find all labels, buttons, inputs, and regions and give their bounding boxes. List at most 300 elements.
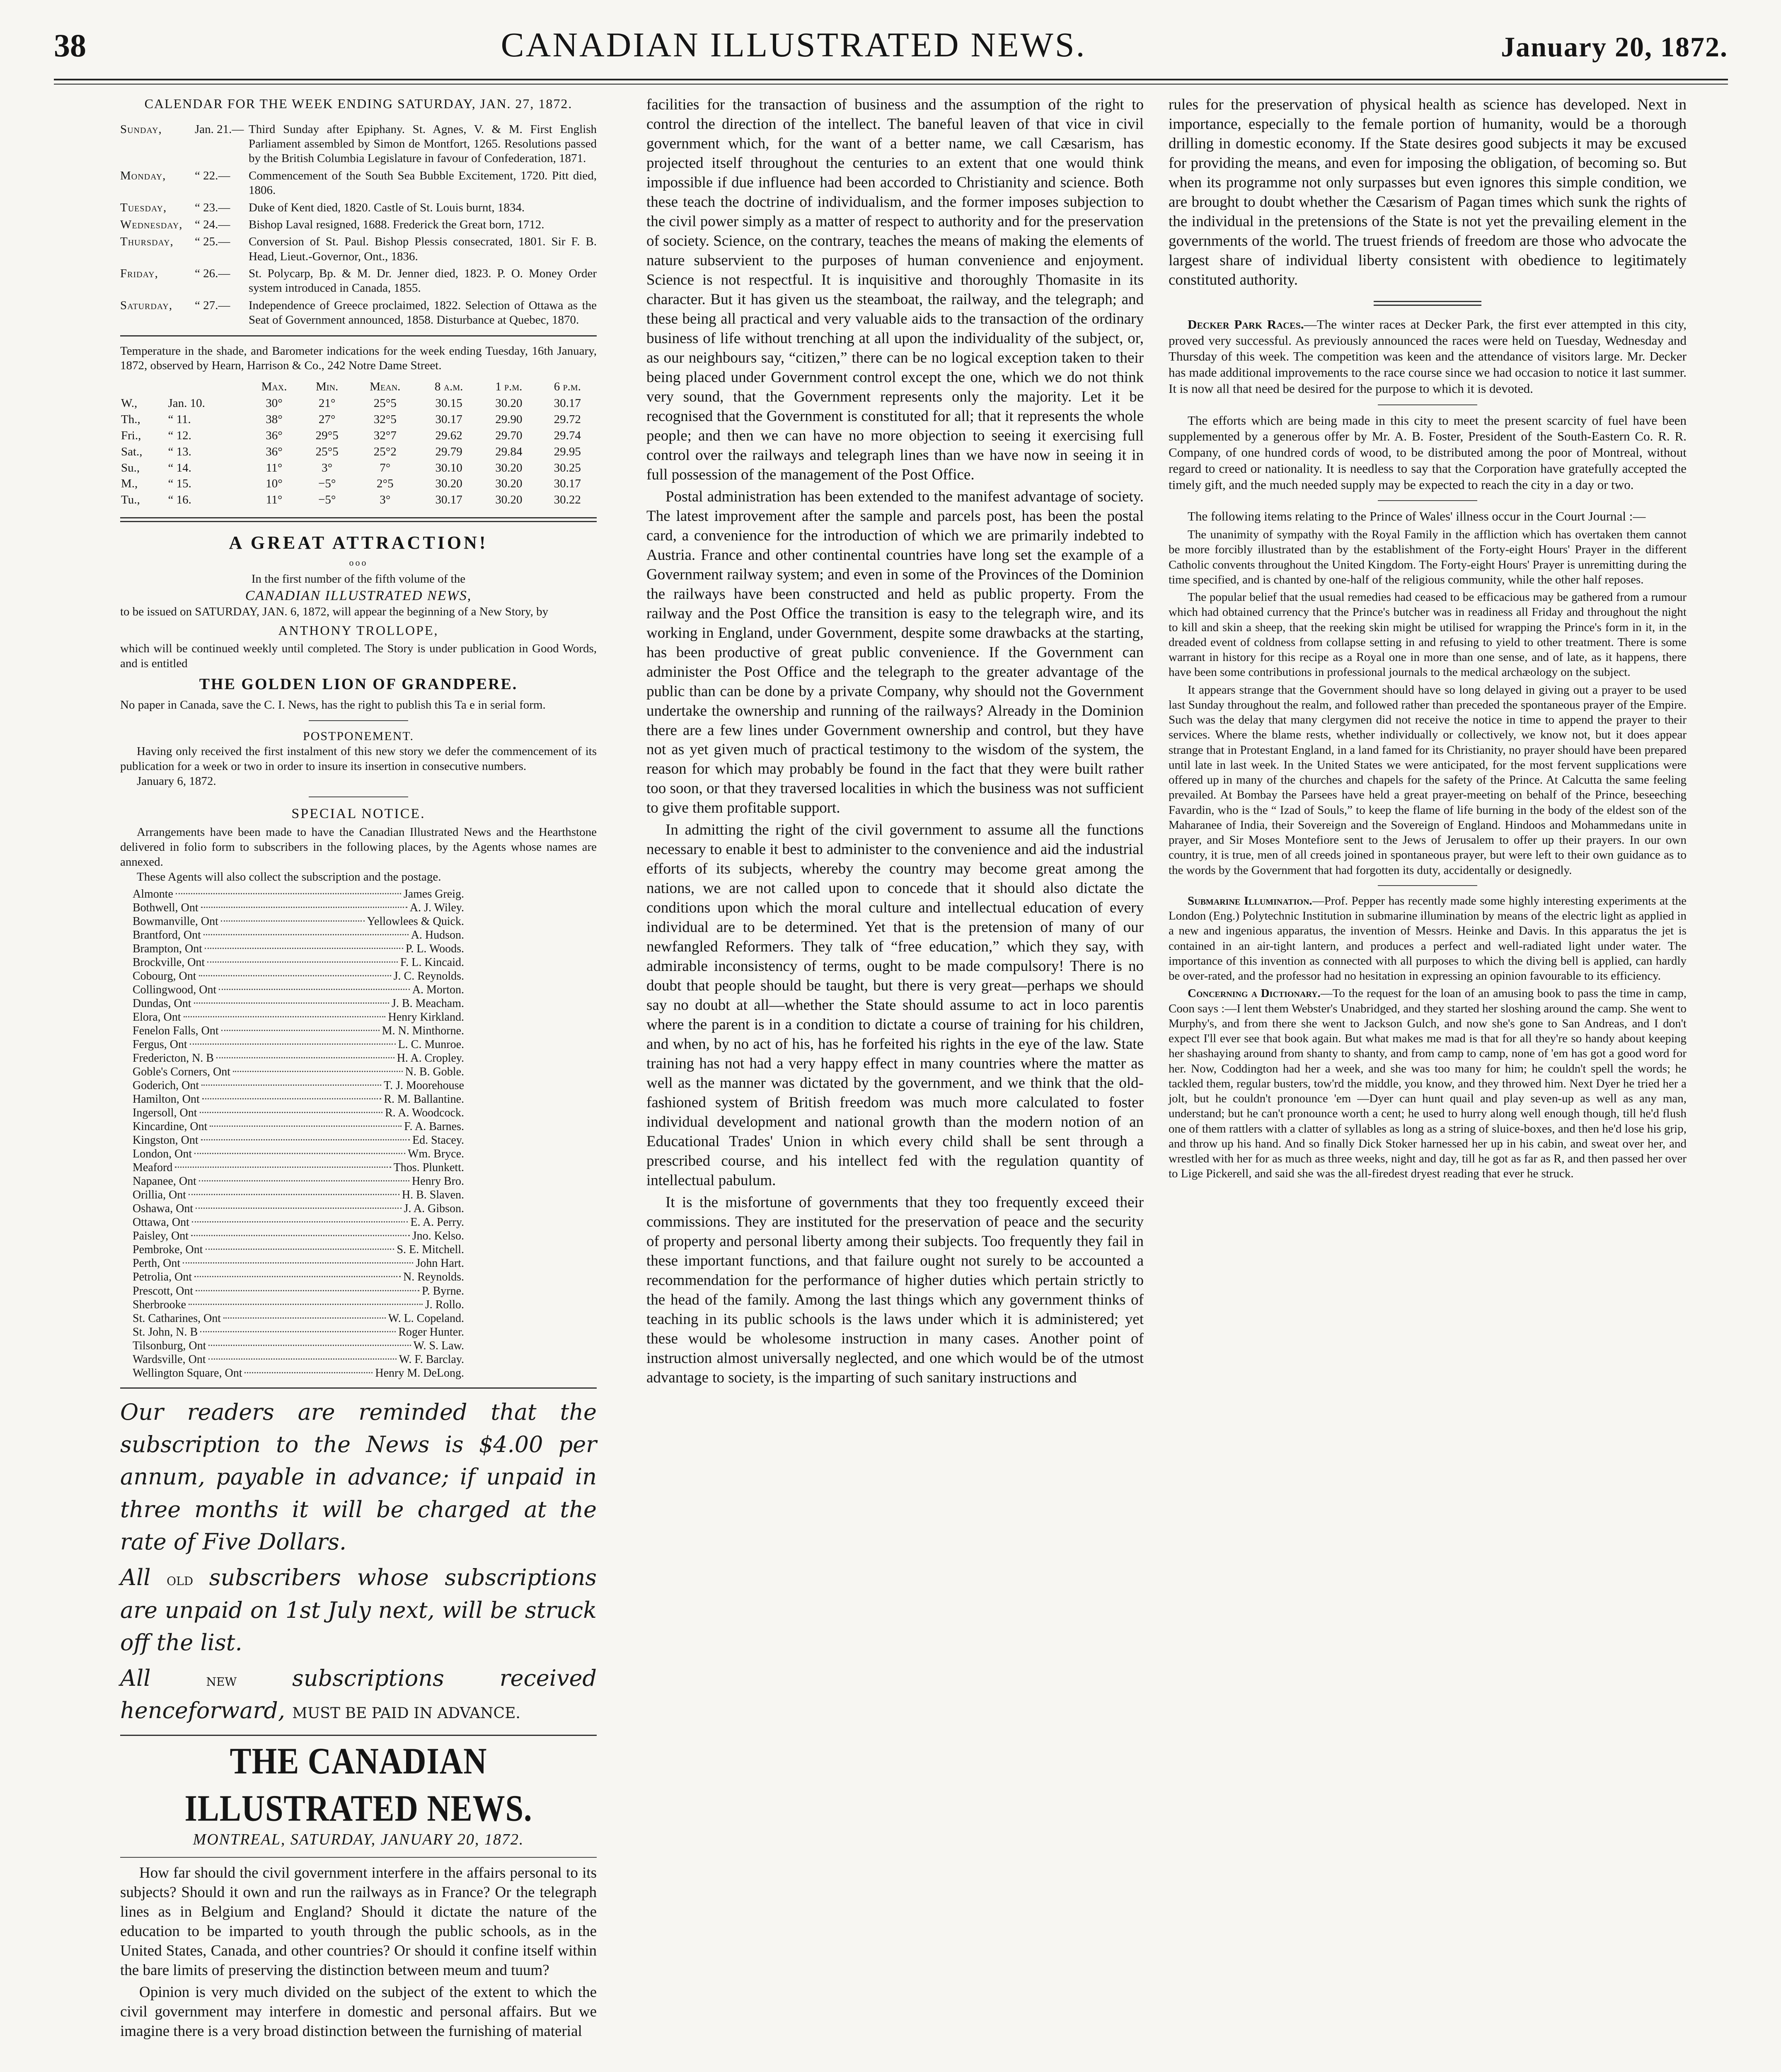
- agent-name: N. Reynolds.: [403, 1271, 464, 1284]
- agent-row: [133, 928, 464, 942]
- leader-dots: [196, 1290, 419, 1291]
- agent-name: Henry Kirkland.: [388, 1010, 464, 1024]
- editorial-paragraph: It is the misfortune of governments that they too frequently exceed their commissions. They are instituted for the preservation of peace and the security of property and personal liberty among their subjects. Too frequently they fail in these important functions, and that failure ought not surely to be accounted a recommendation for the performance of higher duties which pertain strictly to the head of the family. Among the last things which any government thinks of teaching in its public schools is the laws under which it is administered; yet these would be wholesome instruction in many cases. Another point of instruction almost universally neglected, and one which would be of the utmost advantage to society, is the imparting of such sanitary instructions and: [646, 1194, 1144, 1386]
- calendar-day: Monday,: [120, 169, 166, 182]
- prince-paragraph: It appears strange that the Government should have so long delayed in giving out a prayer to be used last Sunday throughout the realm, and followed rather than preceded the spontaneous prayer of the Empire. Such was the delay that many clergymen did not receive the notice in time to append the prayer to their services. Where the blame rests, whether individually or collectively, we know not, but it does appear strange that in Protestant England, in a land famed for its Christianity, no prayer should have been prepared until late in last week. In the United States we were anticipated, for the most fervent supplications were offered up in many of the churches and chapels for the safety of the Prince. At Calcutta the same feeling prevailed. At Bombay the Parsees have held a great prayer-meeting on behalf of the Prince, beseeching Favardin, who is the “ Izad of Souls,” to keep the flame of life burning in the body of the eldest son of the Maharanee of India, their Sovereign and the Sovereign of England. Hindoos and Mohammedans unite in prayer, and Sir Moses Montefiore sent to the Jews of Jerusalem to offer up their prayers. In our own country, it is true, men of all creeds joined in spontaneous prayer, but were left to their own guidance as to the words by the Government that had forgotten its duty, accidentally or designedly.: [1169, 683, 1687, 877]
- leader-dots: [194, 1276, 401, 1277]
- leader-dots: [200, 1331, 396, 1332]
- script-end: MUST BE PAID IN ADVANCE.: [292, 1705, 520, 1722]
- agent-town: Cobourg, Ont: [133, 969, 196, 983]
- masthead-rule-thin: [54, 84, 1728, 85]
- leader-dots: [196, 1208, 401, 1209]
- leader-dots: [190, 1043, 396, 1045]
- agent-name: T. J. Moorehouse: [384, 1079, 464, 1092]
- agent-town: Sherbrooke: [133, 1298, 186, 1311]
- leader-dots: [189, 1194, 399, 1195]
- agent-row: [133, 1133, 464, 1147]
- agent-town: Elora, Ont: [133, 1010, 181, 1024]
- calendar-entry: [120, 122, 597, 166]
- postponement-head: POSTPONEMENT.: [303, 729, 414, 743]
- agent-name: R. M. Ballantine.: [384, 1093, 464, 1106]
- masthead-rule: [54, 79, 1728, 80]
- weather-cell: 29.79: [435, 445, 462, 458]
- weather-col-head: [167, 378, 246, 395]
- script-text: subscriptions received henceforward,: [120, 1665, 597, 1724]
- agent-town: Hamilton, Ont: [133, 1093, 200, 1106]
- agent-town: Napanee, Ont: [133, 1175, 196, 1188]
- calendar-date: “ 24.—: [195, 218, 230, 231]
- agent-name: Jno. Kelso.: [412, 1230, 464, 1243]
- attraction-line4: No paper in Canada, save the C. I. News, has the right to publish this Ta e in serial form.: [120, 698, 546, 712]
- weather-cell: 25°5: [373, 397, 397, 410]
- agent-row: [133, 1106, 464, 1120]
- calendar-entry: [120, 218, 597, 232]
- prince-paragraph: The unanimity of sympathy with the Royal Family in the affliction which has overtaken them cannot be more forcibly illustrated than by the establishment of the Forty-eight Hours' Prayer in the different Catholic convents throughout the United Kingdom. The Forty-eight Hours' Prayer is unremitting during the time specified, and is chanted by one-half of the religious community, while the other half reposes.: [1169, 528, 1687, 586]
- agent-name: J. Rollo.: [425, 1298, 464, 1311]
- agent-name: E. A. Perry.: [410, 1216, 464, 1229]
- leader-dots: [199, 1180, 409, 1181]
- agent-name: Wm. Bryce.: [407, 1147, 464, 1161]
- leader-dots: [201, 1084, 381, 1086]
- masthead: [54, 25, 1728, 75]
- editorial-dateline: MONTREAL, SATURDAY, JANUARY 20, 1872.: [193, 1830, 524, 1848]
- calendar-text: Independence of Greece proclaimed, 1822. Selection of Ottawa as the Seat of Government announced, 1858. Disturbance at Quebec, 1870.: [249, 298, 597, 327]
- agent-name: R. A. Woodcock.: [385, 1106, 464, 1120]
- agent-name: F. A. Barnes.: [404, 1120, 464, 1133]
- weather-intro: Temperature in the shade, and Barometer indications for the week ending Tuesday, 16th January, 1872, observed by Hearn, Harrison & Co., 242 Notre Dame Street.: [120, 344, 597, 373]
- postponement-text: Having only received the first instalment of this new story we defer the commencement of its publication for a week or two in order to insure its insertion in consecutive numbers.: [120, 744, 597, 773]
- column-1: [120, 95, 597, 2044]
- agent-row: [133, 1079, 464, 1092]
- story-title: THE GOLDEN LION OF GRANDPERE.: [199, 675, 518, 693]
- calendar-text: Commencement of the South Sea Bubble Excitement, 1720. Pitt died, 1806.: [249, 169, 597, 197]
- agent-town: Kingston, Ont: [133, 1134, 198, 1147]
- editorial-title: THE CANADIAN ILLUSTRATED NEWS.: [184, 1740, 532, 1829]
- weather-cell: 11°: [266, 461, 283, 474]
- editorial-paragraph: facilities for the transaction of business and the assumption of the right to control the direction of the intellect. The baneful leaven of that vice in civil government which, for the want of a better name, we call Cæsarism, has projected itself throughout the centuries to an extent that one would think impossible if due influence had been accorded to Christianity and science. Both these teach the doctrine of individualism, and the former imposes subjection to the civil power simply as a matter of respect to authority and for the preservation of society. Science, on the contrary, teaches the means of making the elements of nature subservient to the purposes of human convenience and enjoyment. Science is not respectful. It is inquisitive and thoroughly Thomasite in its character. But it has given us the steamboat, the railway, and the telegraph; and these being all practical and very valuable aids to the transaction of the ordinary business of life without trenching at all upon the individuality of the subject, or, as our neighbours say, “citizen,” there can be no logical exception taken to their being placed under Government control except the one, which we do not think very sound, that the Government represents only the majority. Let it be recognised that the Government is constituted for all; that it represents the whole people; and then we can have no more objection to seeing it exercising full control over the railways and telegraph lines than we have now in seeing it in full possession of the management of the Post Office.: [646, 96, 1144, 483]
- calendar-date: “ 23.—: [195, 201, 230, 214]
- calendar-date: “ 26.—: [195, 267, 230, 280]
- agent-town: Collingwood, Ont: [133, 983, 217, 996]
- weather-col-head: 6 p.m.: [554, 380, 581, 394]
- attraction-author: ANTHONY TROLLOPE,: [278, 622, 439, 638]
- weather-body: [120, 395, 597, 508]
- weather-cell: 29.62: [435, 428, 462, 442]
- calendar-text: Conversion of St. Paul. Bishop Plessis consecrated, 1801. Sir F. B. Head, Lieut.-Governor, Ont., 1836.: [249, 235, 597, 263]
- agent-row: [133, 983, 464, 997]
- agent-name: A. Morton.: [412, 983, 464, 996]
- calendar-date: “ 25.—: [195, 235, 230, 249]
- dictionary-lead: Concerning a Dictionary.: [1188, 987, 1321, 1000]
- agent-name: P. L. Woods.: [405, 942, 464, 955]
- weather-col-head: Max.: [261, 380, 287, 394]
- calendar-date: “ 27.—: [195, 298, 230, 312]
- weather-cell: 21°: [318, 397, 336, 410]
- agent-name: H. A. Cropley.: [397, 1051, 464, 1065]
- calendar-day: Saturday,: [120, 298, 173, 312]
- leader-dots: [189, 1304, 423, 1305]
- agent-town: Fergus, Ont: [133, 1038, 187, 1051]
- agent-town: Pembroke, Ont: [133, 1243, 203, 1256]
- calendar-entry: [120, 169, 597, 198]
- weather-cell: “ 15.: [168, 477, 191, 491]
- weather-cell: Fri.,: [121, 428, 141, 442]
- weather-cell: 36°: [266, 428, 283, 442]
- agent-row: [133, 1229, 464, 1243]
- weather-cell: 36°: [266, 445, 283, 458]
- weather-cell: “ 16.: [168, 493, 191, 507]
- weather-col-head: 1 p.m.: [495, 380, 523, 394]
- weather-cell: 30.17: [554, 397, 581, 410]
- agent-town: Goble's Corners, Ont: [133, 1065, 231, 1078]
- calendar-date: “ 22.—: [195, 169, 230, 182]
- divider-short: [1378, 404, 1477, 405]
- agent-town: Bowmanville, Ont: [133, 915, 218, 928]
- prince-paragraph: The popular belief that the usual remedies had ceased to be efficacious may be gathered from a rumour which had obtained currency that the Prince's butcher was in readiness all Friday and throughout the night to kill and skin a sheep, that the reeking skin might be utilised for wrapping the Prince's form in it, in the dreaded event of coldness from collapse setting in and refusing to yield to other treatment. There is some warrant in history for this recipe as a Royal one in more than one sense, and of late, as it happens, there have been some contributions in professional journals to the medical archæology on the subject.: [1169, 591, 1687, 679]
- agent-row: [133, 942, 464, 956]
- leader-dots: [208, 1345, 411, 1346]
- agent-row: [133, 1325, 464, 1339]
- agent-town: Perth, Ont: [133, 1257, 181, 1270]
- divider-short: [309, 720, 408, 721]
- weather-row: [120, 411, 597, 428]
- agent-name: W. L. Copeland.: [388, 1312, 464, 1325]
- weather-cell: 38°: [266, 413, 283, 426]
- calendar-text: Duke of Kent died, 1820. Castle of St. Louis burnt, 1834.: [249, 201, 525, 214]
- decker-lead: Decker Park Races.: [1188, 317, 1304, 332]
- agent-name: A. Hudson.: [411, 928, 464, 942]
- agent-row: [133, 1120, 464, 1133]
- agent-town: Bothwell, Ont: [133, 901, 198, 914]
- agent-name: Henry M. DeLong.: [375, 1366, 464, 1380]
- subscription-new: [120, 1662, 597, 1727]
- agent-town: Brantford, Ont: [133, 928, 201, 942]
- weather-cell: 29.84: [495, 445, 523, 458]
- agent-town: Brampton, Ont: [133, 942, 202, 955]
- editorial-paragraph: Postal administration has been extended to the manifest advantage of society. The latest improvement after the sample and parcels post, has been the postal card, a convenience for the introduction of which we are primarily indebted to Austria. France and other continental countries have long set the example of a Government railway system; and even in some of the Provinces of the Dominion the railways have been constructed and held as public property. From the railway and the Post Office the transition is easy to the telegraph wire, and its working in England, under Government, despite some drawbacks at the starting, has been productive of great public convenience. If the Government can administer the Post Office and the telegraph to the greater advantage of the public than can be done by a private Company, why should not the Government undertake the ownership and running of the railways? Already in the Dominion there are a few lines under Government ownership and control, but they have not as yet given much of practical testimony to the wisdom of the system, the reason for which may probably be found in the fact that they were built rather too soon, or that they traversed localities in which the business was not sufficient to give them profitable support.: [646, 488, 1144, 817]
- ornament: ooo: [349, 557, 368, 568]
- agent-name: W. S. Law.: [413, 1339, 464, 1352]
- weather-cell: 29.72: [554, 413, 581, 426]
- agent-row: [133, 1366, 464, 1380]
- leader-dots: [219, 989, 410, 990]
- agent-town: Ottawa, Ont: [133, 1216, 189, 1229]
- agent-row: [133, 1256, 464, 1270]
- agent-town: Kincardine, Ont: [133, 1120, 208, 1133]
- script-caps: old: [167, 1570, 194, 1590]
- agent-name: L. C. Munroe.: [398, 1038, 464, 1051]
- agent-row: [133, 969, 464, 983]
- leader-dots: [183, 1262, 413, 1264]
- editorial-paragraph: rules for the preservation of physical health as science has developed. Next in importance, especially to the female portion of humanity, would be a thorough drilling in domestic economy. If the State desires good subjects it may be excused for providing the means, and even for imposing the obligation, of becoming so. But when its programme not only surpasses but even ignores this simple condition, we are brought to doubt whether the Cæsarism of Pagan times which sunk the rights of the individual in the pretensions of the State is not yet the prevailing element in the governments of the world. The truest friends of freedom are those who advocate the largest share of individual liberty consistent with obedience to legitimately constituted authority.: [1169, 96, 1687, 288]
- agent-town: Oshawa, Ont: [133, 1202, 194, 1215]
- agent-town: St. John, N. B: [133, 1325, 198, 1339]
- agent-town: Wardsville, Ont: [133, 1353, 206, 1366]
- agent-name: S. E. Mitchell.: [397, 1243, 464, 1256]
- agent-name: Ed. Stacey.: [412, 1134, 464, 1147]
- weather-cell: Su.,: [121, 461, 140, 474]
- weather-cell: “ 13.: [168, 445, 191, 458]
- calendar-title: CALENDAR FOR THE WEEK ENDING SATURDAY, JAN. 27, 1872.: [144, 96, 573, 111]
- agent-name: N. B. Goble.: [405, 1065, 464, 1078]
- agent-row: [133, 887, 464, 901]
- weather-cell: 30°: [266, 397, 283, 410]
- divider: [120, 1735, 597, 1736]
- script-caps: new: [206, 1671, 237, 1690]
- weather-cell: M.,: [121, 477, 138, 491]
- weather-header-row: [120, 378, 597, 395]
- weather-col-head: 8 a.m.: [434, 380, 463, 394]
- agent-row: [133, 915, 464, 928]
- weather-cell: “ 14.: [168, 461, 191, 474]
- weather-row: [120, 460, 597, 476]
- weather-cell: Tu.,: [121, 493, 140, 507]
- calendar-entry: [120, 235, 597, 264]
- calendar-entry: [120, 298, 597, 328]
- weather-cell: Th.,: [121, 413, 140, 426]
- weather-col-head: [120, 378, 167, 395]
- agent-row: [133, 1024, 464, 1038]
- agent-name: Thos. Plunkett.: [393, 1161, 464, 1174]
- weather-cell: −5°: [318, 493, 336, 507]
- agent-name: James Greig.: [403, 887, 464, 900]
- agent-town: Brockville, Ont: [133, 956, 205, 969]
- special-notice-text: Arrangements have been made to have the Canadian Illustrated News and the Hearthstone delivered in folio form to subscribers in the following places, by the Agents whose names are annexed.: [120, 825, 597, 869]
- agent-row: [133, 1010, 464, 1024]
- agent-town: Fredericton, N. B: [133, 1051, 214, 1065]
- calendar-day: Tuesday,: [120, 201, 167, 214]
- agent-town: St. Catharines, Ont: [133, 1312, 221, 1325]
- weather-cell: 25°5: [315, 445, 339, 458]
- agent-town: Petrolia, Ont: [133, 1271, 192, 1284]
- weather-cell: Jan. 10.: [168, 397, 205, 410]
- weather-row: [120, 428, 597, 444]
- weather-cell: 30.10: [435, 461, 462, 474]
- agent-row: [133, 997, 464, 1010]
- leader-dots: [200, 1112, 383, 1113]
- weather-table: [120, 378, 597, 508]
- submarine-paragraph: [1169, 893, 1687, 984]
- leader-dots: [206, 1249, 394, 1250]
- agent-name: John Hart.: [416, 1257, 464, 1270]
- leader-dots: [201, 907, 407, 908]
- leader-dots: [202, 1098, 382, 1099]
- special-notice-head: SPECIAL NOTICE.: [291, 806, 426, 821]
- agent-row: [133, 1312, 464, 1325]
- leader-dots: [203, 934, 409, 935]
- leader-dots: [191, 1235, 410, 1236]
- attraction-headline: A GREAT ATTRACTION!: [229, 533, 488, 553]
- leader-dots: [194, 1002, 389, 1004]
- agent-name: P. Byrne.: [422, 1284, 464, 1297]
- script-word: All: [120, 1665, 151, 1692]
- agent-row: [133, 1243, 464, 1256]
- divider: [120, 1857, 597, 1858]
- weather-cell: 29.90: [495, 413, 523, 426]
- agent-town: Ingersoll, Ont: [133, 1106, 197, 1120]
- calendar-text: Bishop Laval resigned, 1688. Frederick the Great born, 1712.: [249, 218, 544, 231]
- weather-cell: 30.20: [495, 397, 523, 410]
- weather-cell: 29.70: [495, 428, 523, 442]
- weather-col-head: Min.: [316, 380, 339, 394]
- leader-dots: [208, 1358, 397, 1360]
- agent-row: [133, 1298, 464, 1312]
- agent-town: Prescott, Ont: [133, 1284, 194, 1297]
- weather-cell: 30.20: [495, 493, 523, 507]
- calendar-date: Jan. 21.—: [195, 122, 244, 136]
- weather-cell: 3°: [380, 493, 391, 507]
- weather-row: [120, 444, 597, 460]
- leader-dots: [205, 948, 403, 949]
- subscription-reminder: Our readers are reminded that the subscription to the News is $4.00 per annum, payable in advance; if unpaid in three months it will be charged at the rate of Five Dollars.: [120, 1399, 597, 1555]
- submarine-text: —Prof. Pepper has recently made some highly interesting experiments at the London (Eng.) Polytechnic Institution in submarine illumination by means of the electric light as applied in a new and ingenious apparatus, the invention of Messrs. Heinke and Davis. In this apparatus the jet is contained in an air-tight lantern, and produces a perfect and well-radiated light under water. The importance of this invention as connected with all purposes to which the diving bell is applied, can hardly be over-rated, and the professor had no hesitation in expressing an opinion favourable to its efficiency.: [1169, 894, 1687, 983]
- calendar-day: Thursday,: [120, 235, 174, 249]
- special-notice-text2: These Agents will also collect the subscription and the postage.: [137, 870, 441, 884]
- agent-name: J. A. Gibson.: [404, 1202, 464, 1215]
- weather-cell: 30.17: [554, 477, 581, 491]
- editorial-paragraph: How far should the civil government interfere in the affairs personal to its subjects? Should it own and run the railways as in France? Or the telegraph lines as in Belgium and England? Should it dictate the nature of the education to be imparted to youth through the public schools, as in the United States, Canada, and other countries? Or should it confine itself within the bare limits of preserving the distinction between meum and tuum?: [120, 1864, 597, 1979]
- leader-dots: [201, 1139, 410, 1140]
- agent-name: A. J. Wiley.: [409, 901, 464, 914]
- calendar-day: Wednesday,: [120, 218, 183, 231]
- weather-cell: 29.95: [554, 445, 581, 458]
- calendar-text: Third Sunday after Epiphany. St. Agnes, V. & M. First English Parliament assembled by Simon de Montfort, 1265. Resolutions passed by the British Columbia Legislature in favour of Confederation, 1871.: [249, 122, 597, 165]
- agent-town: Tilsonburg, Ont: [133, 1339, 206, 1352]
- leader-dots: [221, 920, 365, 922]
- weather-cell: 7°: [380, 461, 391, 474]
- agent-row: [133, 1215, 464, 1229]
- agent-row: [133, 901, 464, 915]
- agent-name: M. N. Minthorne.: [382, 1024, 464, 1037]
- weather-cell: 30.15: [435, 397, 462, 410]
- leader-dots: [223, 1317, 386, 1319]
- agent-row: [133, 1147, 464, 1161]
- weather-cell: 30.25: [554, 461, 581, 474]
- calendar-entry: [120, 266, 597, 296]
- weather-cell: 25°2: [373, 445, 397, 458]
- agent-row: [133, 1038, 464, 1051]
- agent-row: [133, 956, 464, 969]
- agent-town: Orillia, Ont: [133, 1188, 186, 1202]
- dictionary-text: —To the request for the loan of an amusing book to pass the time in camp, Coon says :—I lent them Webster's Unabridged, and they started her sloshing around the camp. She went to Murphy's, and from there she went to Jackson Gulch, and now she's gone to San Andreas, and I don't expect I'll ever see that book again. But what makes me mad is that for all they're so handy about keeping her shashaying around from shanty to shanty, and from camp to camp, none of 'em has got a good word for her. Now, Coddington had her a week, and she was too many for him; he couldn't spell the words; he tackled them, regular busters, tow'rd the middle, you know, and they throwed him. Next Dyer he tried her a jolt, but he couldn't pronounce 'em —Dyer can hunt quail and play seven-up as well as any man, understand; but he can't pronounce worth a cent; he used to hurry along well enough though, till he'd flush one of them rattlers with a clatter of syllables as long as a string of sluice-boxes, and then he'd lose his grip, and throw up his hand. And so finally Dick Stoker harnessed her up in his cabin, and sweat over her, and wrestled with her for as much as three weeks, night and day, till he got as far as R, and then passed her over to Lige Pickerell, and said she was the all-firedest dryest reading that ever he struck.: [1169, 987, 1687, 1181]
- agent-row: [133, 1092, 464, 1106]
- leader-dots: [175, 1167, 391, 1168]
- agent-town: Goderich, Ont: [133, 1079, 199, 1092]
- weather-cell: 30.20: [495, 477, 523, 491]
- page-number: 38: [54, 27, 86, 63]
- divider-short: [309, 796, 408, 797]
- weather-cell: 29.74: [554, 428, 581, 442]
- editorial-paragraph: In admitting the right of the civil government to assume all the functions necessary to enable it best to administer to the convenience and aid the industrial efforts of its subjects, whereby the country may become great among the nations, we are not called upon to concede that it should also dictate the conditions upon which the moral culture and intellectual education of every individual are to be determined. Yet that is the pretension of many of our newfangled Reformers. They talk of “free education,” which they say, with admirable inconsistency of terms, ought to be made compulsory! There is no doubt that people should be taught, but there is very great—perhaps we should say no doubt at all—whether the State should assume to act in loco parentis where the parent is in a condition to dictate a course of training for his children, and when, by no act of his, has he forfeited his rights in the eye of the law. State training has not had a very happy effect in many countries where the matter as well as the manner was dictated by the government, and we think that the old-fashioned system of British freedom was much more calculated to foster individual development and national growth than the modern notion of an Educational Trades' Union in which every child shall be sent through a prescribed course, and his intellect fed with the regulation quantity of intellectual pabulum.: [646, 821, 1144, 1189]
- agent-row: [133, 1284, 464, 1298]
- column-3: [1169, 95, 1687, 1184]
- agent-town: Fenelon Falls, Ont: [133, 1024, 219, 1037]
- prince-intro: The following items relating to the Prince of Wales' illness occur in the Court Journal :—: [1188, 509, 1646, 524]
- agent-row: [133, 1353, 464, 1366]
- attraction-volume: CANADIAN ILLUSTRATED NEWS,: [245, 588, 472, 603]
- agent-name: F. L. Kincaid.: [400, 956, 464, 969]
- agent-row: [133, 1051, 464, 1065]
- weather-cell: “ 12.: [168, 428, 191, 442]
- weather-cell: −5°: [318, 477, 336, 491]
- decker-text: —The winter races at Decker Park, the first ever attempted in this city, proved very successful. As previously announced the races were held on Tuesday, Wednesday and Thursday of this week. The competition was keen and the attendance of visitors large. Mr. Decker has made additional improvements to the race course since we had occasion to notice it last summer. It is now all that need be desired for the purpose to which it is devoted.: [1169, 317, 1687, 396]
- leader-dots: [233, 1071, 403, 1072]
- attraction-line1: In the first number of the fifth volume of the: [251, 572, 466, 586]
- weather-cell: 30.20: [495, 461, 523, 474]
- agent-town: Almonte: [133, 887, 173, 900]
- weather-cell: 11°: [266, 493, 283, 507]
- leader-dots: [210, 1126, 402, 1127]
- weather-cell: 29°5: [315, 428, 339, 442]
- leader-dots: [216, 1057, 394, 1058]
- divider-short: [1378, 885, 1477, 886]
- agent-row: [133, 1202, 464, 1215]
- leader-dots: [244, 1372, 373, 1373]
- leader-dots: [192, 1221, 408, 1222]
- agent-town: Meaford: [133, 1161, 173, 1174]
- divider: [120, 335, 597, 336]
- leader-dots: [221, 1030, 380, 1031]
- agent-name: Roger Hunter.: [398, 1325, 464, 1339]
- calendar-text: St. Polycarp, Bp. & M. Dr. Jenner died, 1823. P. O. Money Order system introduced in Canada, 1855.: [249, 267, 597, 295]
- editorial-paragraph: Opinion is very much divided on the subject of the extent to which the civil government may interfere in domestic and personal affairs. But we imagine there is a very broad distinction between the furnishing of material: [120, 1983, 597, 2040]
- agent-town: Wellington Square, Ont: [133, 1366, 242, 1380]
- weather-row: [120, 395, 597, 411]
- agent-row: [133, 1174, 464, 1188]
- agents-list: [133, 887, 464, 1380]
- agent-name: W. F. Barclay.: [399, 1353, 464, 1366]
- postponement-date: January 6, 1872.: [137, 774, 216, 788]
- agent-row: [133, 1188, 464, 1202]
- paper-title: CANADIAN ILLUSTRATED NEWS.: [501, 26, 1087, 64]
- weather-cell: 32°7: [373, 428, 397, 442]
- weather-cell: 32°5: [373, 413, 397, 426]
- leader-dots: [199, 975, 391, 976]
- weather-cell: 30.22: [554, 493, 581, 507]
- leader-dots: [184, 1016, 386, 1017]
- agent-name: H. B. Slaven.: [402, 1188, 464, 1202]
- agent-row: [133, 1270, 464, 1284]
- divider-double: [120, 517, 597, 522]
- script-word: All: [120, 1564, 151, 1591]
- submarine-lead: Submarine Illumination.: [1188, 894, 1312, 908]
- weather-cell: 30.17: [435, 493, 462, 507]
- fuel-paragraph: The efforts which are being made in this city to meet the present scarcity of fuel have been supplemented by a generous offer by Mr. A. B. Foster, President of the South-Eastern Co. R. R. Company, of one hundred cords of wood, to be distributed among the poor of Montreal, without regard to creed or nationality. It is needless to say that the Corporation have gratefully accepted the timely gift, and the much needed supply may be expected to reach the city in a day or two.: [1169, 413, 1687, 492]
- decker-paragraph: [1169, 317, 1687, 397]
- leader-dots: [194, 1153, 405, 1154]
- agent-row: [133, 1065, 464, 1079]
- weather-cell: “ 11.: [168, 413, 191, 426]
- calendar-day: Friday,: [120, 267, 158, 280]
- agent-name: J. B. Meacham.: [392, 997, 464, 1010]
- weather-cell: 3°: [322, 461, 333, 474]
- subscription-old: [120, 1561, 597, 1659]
- agent-town: Dundas, Ont: [133, 997, 191, 1010]
- calendar-day: Sunday,: [120, 122, 162, 136]
- divider-short: [1378, 500, 1477, 501]
- leader-dots: [176, 893, 401, 894]
- agent-row: [133, 1339, 464, 1353]
- weather-cell: Sat.,: [121, 445, 143, 458]
- weather-row: [120, 492, 597, 508]
- divider-double: [1374, 301, 1481, 306]
- attraction-line3: which will be continued weekly until completed. The Story is under publication in Good Words, and is entitled: [120, 641, 597, 670]
- weather-cell: 30.17: [435, 413, 462, 426]
- weather-cell: 10°: [266, 477, 283, 491]
- leader-dots: [207, 961, 398, 963]
- column-2: [646, 95, 1144, 1390]
- dictionary-paragraph: [1169, 986, 1687, 1181]
